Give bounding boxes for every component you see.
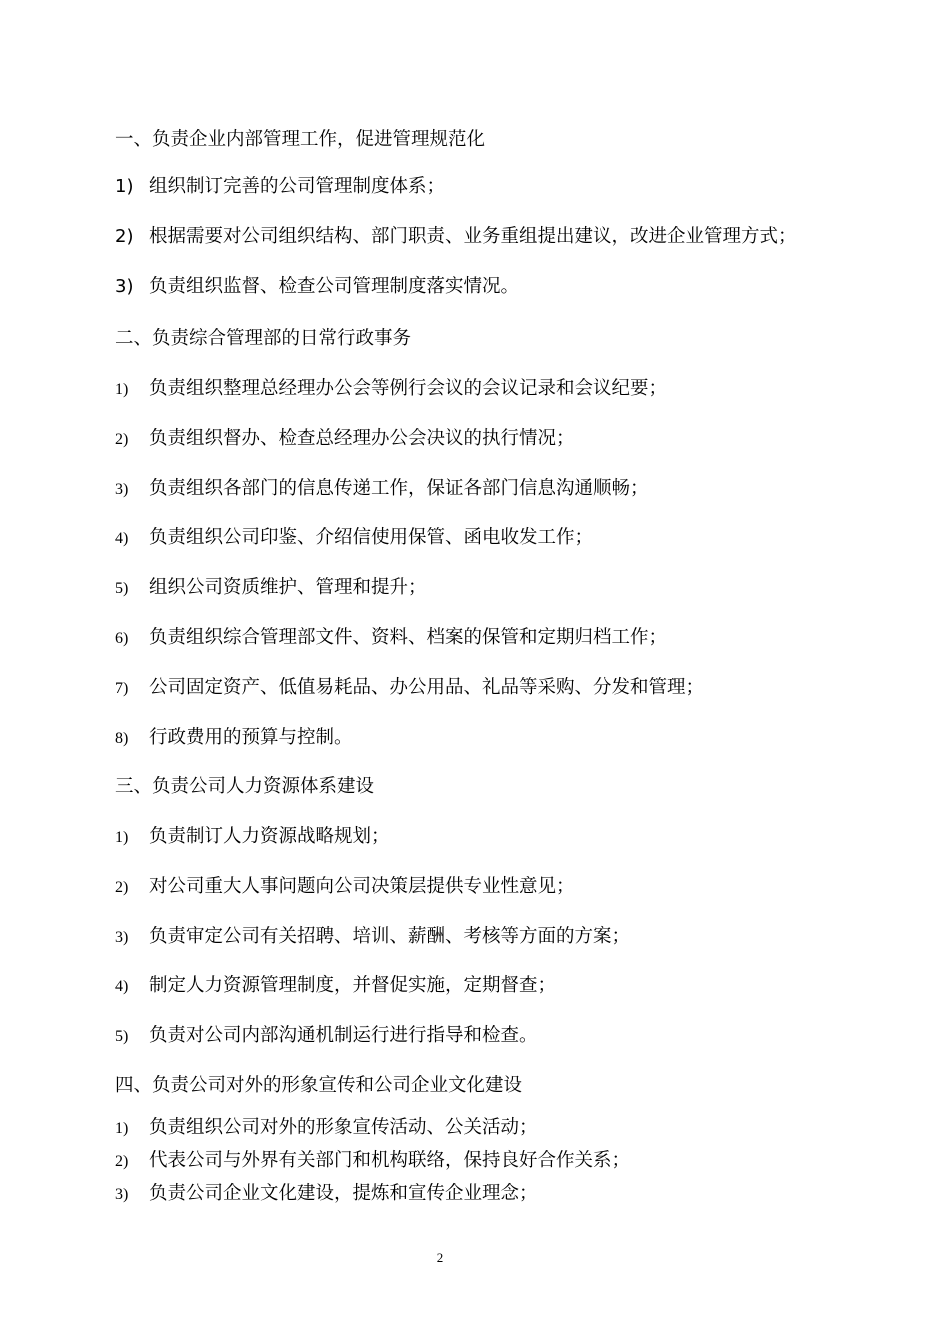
list-item: [115, 1181, 538, 1208]
item-number: 3): [115, 276, 134, 297]
list-item: [115, 1115, 538, 1142]
list-item: [115, 924, 630, 951]
item-text: 公司固定资产、低值易耗品、办公用品、礼品等采购、分发和管理；: [149, 677, 705, 698]
item-number: 4): [115, 978, 129, 995]
item-number: 8): [115, 730, 129, 747]
item-text: 组织制订完善的公司管理制度体系；: [149, 176, 446, 197]
item-number: 1): [115, 381, 129, 398]
item-text: 负责组织各部门的信息传递工作，保证各部门信息沟通顺畅；: [149, 478, 649, 499]
item-text: 负责组织督办、检查总经理办公会决议的执行情况；: [149, 428, 575, 449]
list-item: [115, 376, 667, 403]
item-text: 负责公司企业文化建设，提炼和宣传企业理念；: [149, 1183, 538, 1204]
item-number: 4): [115, 530, 129, 547]
item-text: 负责组织公司对外的形象宣传活动、公关活动；: [149, 1117, 538, 1138]
list-item: [115, 525, 593, 552]
list-item: [115, 973, 556, 1000]
list-item: [115, 675, 704, 702]
list-item: [115, 174, 445, 200]
item-number: 2): [115, 1153, 129, 1170]
item-number: 5): [115, 1028, 129, 1045]
list-item: [115, 1023, 538, 1050]
item-number: 7): [115, 680, 129, 697]
list-item: [115, 1148, 630, 1175]
item-text: 负责组织公司印鉴、介绍信使用保管、函电收发工作；: [149, 527, 594, 548]
item-text: 对公司重大人事问题向公司决策层提供专业性意见；: [149, 876, 575, 897]
section-heading-2: 二、负责综合管理部的日常行政事务: [115, 328, 412, 349]
item-number: 2): [115, 879, 129, 896]
list-item: [115, 476, 649, 503]
item-text: 负责对公司内部沟通机制运行进行指导和检查。: [149, 1025, 538, 1046]
list-item: [115, 874, 575, 901]
item-text: 负责组织监督、检查公司管理制度落实情况。: [149, 276, 520, 297]
section-heading-3: 三、负责公司人力资源体系建设: [115, 776, 375, 797]
item-text: 代表公司与外界有关部门和机构联络，保持良好合作关系；: [149, 1150, 631, 1171]
item-number: 2): [115, 431, 129, 448]
list-item: [115, 575, 427, 602]
item-text: 根据需要对公司组织结构、部门职责、业务重组提出建议，改进企业管理方式；: [149, 226, 797, 247]
item-number: 3): [115, 1186, 129, 1203]
item-text: 行政费用的预算与控制。: [149, 727, 353, 748]
item-text: 负责制订人力资源战略规划；: [149, 826, 390, 847]
list-item: [115, 274, 519, 300]
item-number: 1): [115, 1120, 129, 1137]
item-number: 5): [115, 580, 129, 597]
page-number: 2: [436, 1250, 444, 1265]
item-number: 3): [115, 481, 129, 498]
item-number: 1): [115, 176, 134, 197]
item-text: 负责组织综合管理部文件、资料、档案的保管和定期归档工作；: [149, 627, 668, 648]
list-item: [115, 725, 353, 752]
item-number: 3): [115, 929, 129, 946]
section-heading-1: 一、负责企业内部管理工作，促进管理规范化: [115, 129, 486, 150]
list-item: [115, 426, 575, 453]
list-item: [115, 224, 797, 250]
item-text: 组织公司资质维护、管理和提升；: [149, 577, 427, 598]
item-number: 1): [115, 829, 129, 846]
item-text: 制定人力资源管理制度，并督促实施，定期督查；: [149, 975, 557, 996]
item-text: 负责组织整理总经理办公会等例行会议的会议记录和会议纪要；: [149, 378, 668, 399]
item-text: 负责审定公司有关招聘、培训、薪酬、考核等方面的方案；: [149, 926, 631, 947]
section-heading-4: 四、负责公司对外的形象宣传和公司企业文化建设: [115, 1075, 523, 1096]
item-number: 2): [115, 226, 134, 247]
list-item: [115, 625, 667, 652]
item-number: 6): [115, 630, 129, 647]
list-item: [115, 824, 390, 851]
